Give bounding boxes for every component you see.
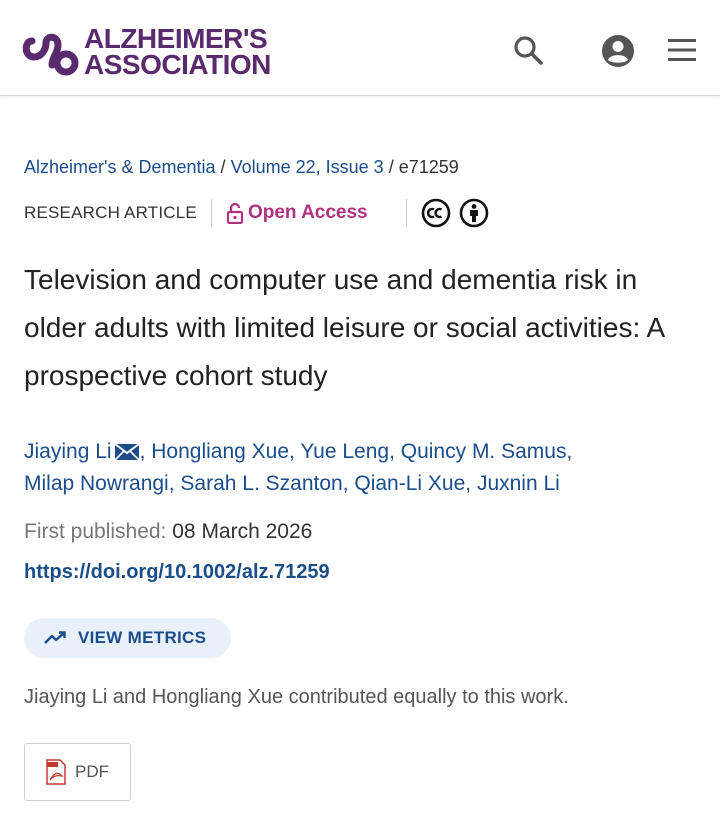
breadcrumb-article-id: e71259 xyxy=(398,157,459,177)
search-icon[interactable] xyxy=(512,34,544,66)
author-link[interactable]: Qian-Li Xue xyxy=(354,472,466,495)
breadcrumb-journal-link[interactable]: Alzheimer's & Dementia xyxy=(24,157,216,177)
pdf-file-icon xyxy=(45,759,67,785)
view-metrics-button[interactable] xyxy=(24,618,231,658)
author-link[interactable]: Quincy M. Samus xyxy=(400,440,567,463)
breadcrumb-issue-link[interactable]: Volume 22, Issue 3 xyxy=(230,157,384,177)
breadcrumb-separator: / xyxy=(388,157,394,177)
author-link[interactable]: Milap Nowrangi xyxy=(24,472,169,495)
alzheimers-logo-icon xyxy=(22,27,82,77)
published-label: First published: xyxy=(24,520,167,543)
open-access-badge[interactable] xyxy=(226,202,368,224)
author-separator: , xyxy=(139,440,152,463)
author-separator: , xyxy=(289,440,301,463)
article-meta-row xyxy=(24,198,497,228)
view-metrics-label: VIEW METRICS xyxy=(78,628,207,647)
article-type-label: RESEARCH ARTICLE xyxy=(24,203,197,222)
logo-line-2: ASSOCIATION xyxy=(84,49,271,80)
pdf-button[interactable] xyxy=(24,743,131,801)
pdf-label: PDF xyxy=(75,762,109,781)
cc-icon xyxy=(421,198,451,228)
author-separator: , xyxy=(465,472,477,495)
article-title: Television and computer use and dementia risk in older adults with limited leisure or social activities: A prospective cohort study xyxy=(24,264,664,391)
contribution-note: Jiaying Li and Hongliang Xue contributed equally to this work. xyxy=(24,686,569,708)
author-link[interactable]: Hongliang Xue xyxy=(151,440,290,463)
author-separator: , xyxy=(389,440,401,463)
breadcrumb-separator: / xyxy=(220,157,226,177)
author-link[interactable]: Jiaying Li xyxy=(24,440,112,463)
trending-up-icon xyxy=(44,631,66,645)
publication-date xyxy=(24,520,312,544)
license-badges[interactable] xyxy=(421,198,497,228)
doi-link[interactable]: https://doi.org/10.1002/alz.71259 xyxy=(24,561,330,583)
menu-icon[interactable] xyxy=(667,37,697,63)
account-icon[interactable] xyxy=(601,34,635,68)
author-link[interactable]: Sarah L. Szanton xyxy=(180,472,343,495)
author-separator: , xyxy=(168,472,181,495)
published-date: 08 March 2026 xyxy=(172,520,313,543)
attribution-icon xyxy=(459,198,489,228)
logo-line-1: ALZHEIMER'S xyxy=(84,23,268,54)
meta-divider xyxy=(406,199,407,227)
author-separator: , xyxy=(566,440,573,463)
author-link[interactable]: Yue Leng xyxy=(300,440,390,463)
author-list xyxy=(24,436,704,500)
open-access-label: Open Access xyxy=(247,202,368,223)
alzheimers-association-logo[interactable] xyxy=(22,24,271,80)
open-lock-icon xyxy=(226,202,244,224)
author-link[interactable]: Juxnin Li xyxy=(476,472,560,495)
meta-divider xyxy=(211,199,212,227)
author-separator: , xyxy=(342,472,355,495)
email-icon[interactable] xyxy=(114,443,140,461)
breadcrumb xyxy=(24,157,459,178)
site-header xyxy=(0,0,720,96)
logo-wordmark xyxy=(84,23,271,80)
